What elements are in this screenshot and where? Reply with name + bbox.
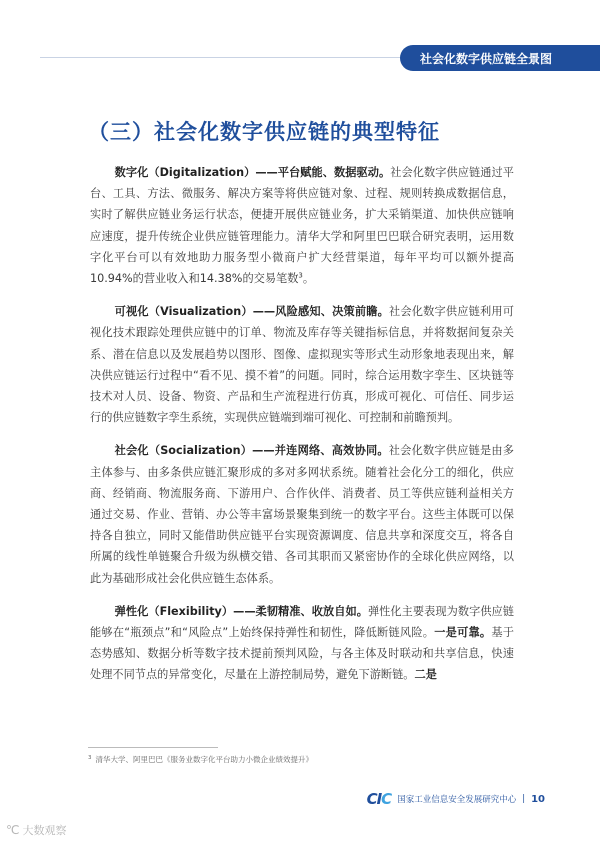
paragraph-highlight: 一是可靠。	[434, 626, 492, 640]
paragraph-flexibility	[90, 601, 514, 686]
header-tab	[400, 45, 600, 71]
paragraph-tail: 。	[302, 272, 315, 286]
footnote	[88, 754, 313, 765]
header-title: 社会化数字供应链全景图	[420, 51, 553, 66]
paragraph-body: 社会化数字供应链通过平台、工具、方法、微服务、解决方案等将供应链对象、过程、规则转换成数据信息，实时了解供应链业务运行状态，便捷开展供应链业务，扩大采销渠道、加快供应链响应速度，提升传统企业供应链管理能力。清华大学和阿里巴巴联合研究表明，运用数字化平台可以有效地助力服务型小微商户扩大经营渠道，每年平均可以额外提高10.94%的营业收入和14.38%的交易笔数	[90, 166, 514, 286]
paragraph-socialization	[90, 440, 514, 588]
paragraph-lead: 社会化（Socialization）——并连网络、高效协同。	[114, 444, 389, 458]
paragraph-body: 社会化数字供应链利用可视化技术跟踪处理供应链中的订单、物流及库存等关键指标信息，并将数据间复杂关系、潜在信息以及发展趋势以图形、图像、虚拟现实等形式生动形象地表现出来，解决供应链运行过程中“看不见、摸不着”的问题。同时，综合运用数字孪生、区块链等技术对人员、设备、物资、产品和生产流程进行仿真，形成可视化、可信任、同步运行的供应链数字孪生系统，实现供应链端到端可视化、可控制和前瞻预判。	[90, 305, 514, 425]
footnote-number: 3	[88, 754, 92, 761]
paragraph-body: 社会化数字供应链是由多主体参与、由多条供应链汇聚形成的多对多网状系统。随着社会化分工的细化，供应商、经销商、物流服务商、下游用户、合作伙伴、消费者、员工等供应链利益相关方通过交易、作业、营销、办公等丰富场景聚集到统一的数字平台。这些主体既可以保持各自独立，同时又能借助供应链平台实现资源调度、信息共享和深度交互，将各自所属的线性单链聚合升级为纵横交错、各司其职而又紧密协作的全球化供应网络，以此为基础形成社会化供应链生态体系。	[90, 444, 514, 585]
paragraph-highlight: 二是	[414, 668, 437, 682]
paragraph-visualization	[90, 301, 514, 428]
paragraph-digitalization	[90, 162, 514, 289]
organization-name: 国家工业信息安全发展研究中心	[397, 795, 517, 805]
header-rule	[40, 57, 400, 58]
logo-text-primary: CI	[366, 790, 382, 808]
logo-text-accent: C	[381, 790, 392, 808]
paragraph-body: 弹性化主要表现为数字供应链能够在“瓶颈点”和“风险点”上始终保持弹性和韧性，降低断链风险。	[90, 604, 514, 640]
footnote-text: 清华大学、阿里巴巴《服务业数字化平台助力小微企业绩效提升》	[95, 755, 313, 764]
watermark	[6, 822, 66, 838]
page-number: 10	[531, 793, 545, 805]
footnote-rule	[88, 747, 218, 748]
section-title: （三）社会化数字供应链的典型特征	[88, 120, 440, 144]
footer-separator: |	[522, 794, 526, 804]
paragraph-lead: 数字化（Digitalization）——平台赋能、数据驱动。	[114, 166, 391, 179]
paragraph-lead: 可视化（Visualization）——风险感知、决策前瞻。	[114, 305, 390, 319]
cic-logo	[367, 790, 392, 808]
weibo-icon: ℃	[6, 823, 20, 837]
paragraph-body-continued: 基于态势感知、数据分析等数字技术提前预判风险，与各主体及时联动和共享信息，快速处理不同节点的异常变化，尽量在上游控制局势，避免下游断链。	[90, 626, 514, 682]
paragraph-lead: 弹性化（Flexibility）——柔韧精准、收放自如。	[114, 604, 368, 618]
watermark-text: 大数观察	[22, 824, 67, 837]
body-text	[90, 162, 514, 698]
page-footer	[367, 790, 545, 808]
footnote-marker: 3	[298, 271, 303, 280]
